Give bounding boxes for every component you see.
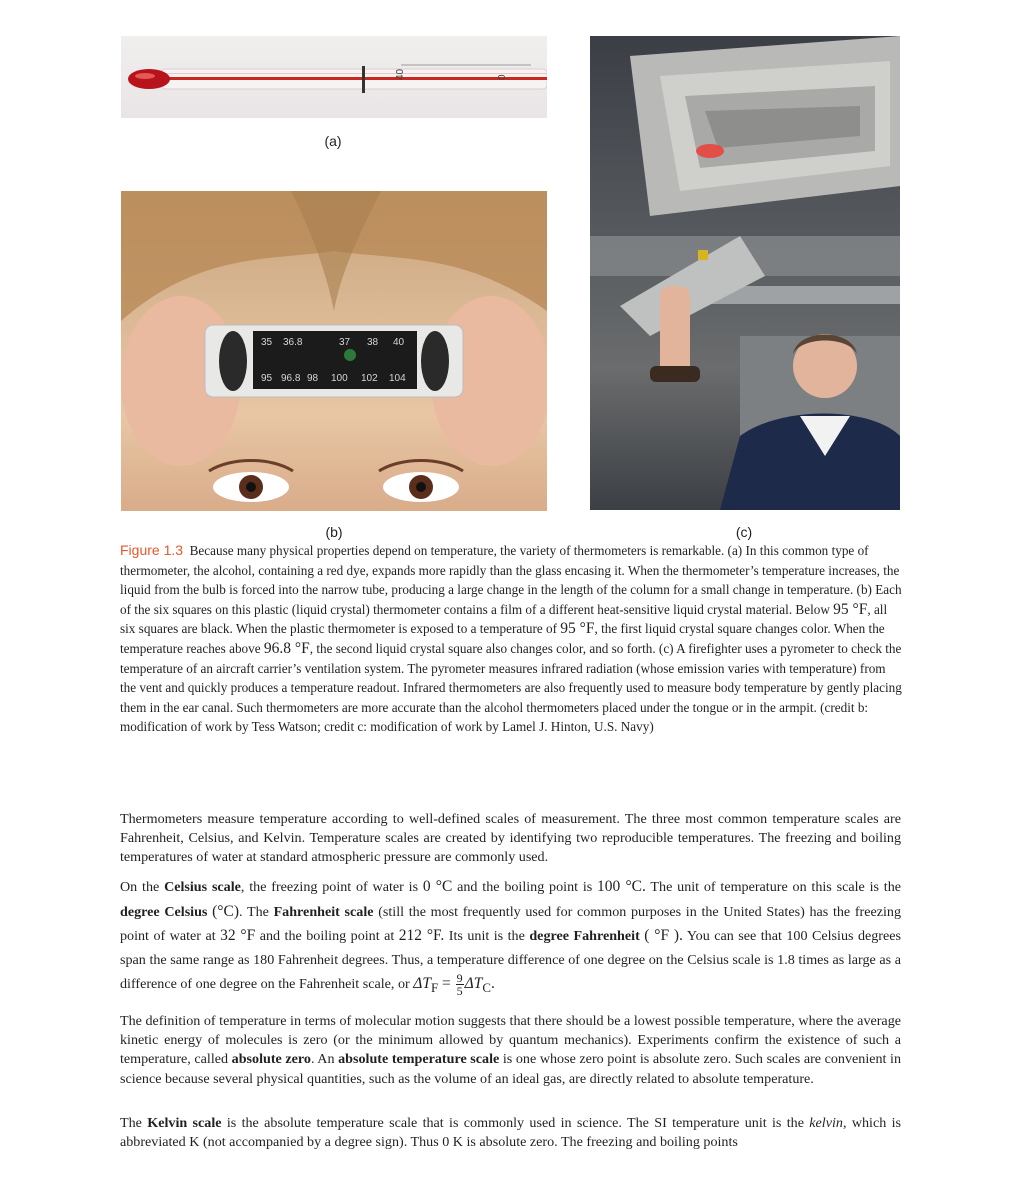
label-a: (a) <box>324 133 342 149</box>
term-fahrenheit-scale: Fahrenheit scale <box>273 903 374 920</box>
eq-part: C <box>482 980 491 996</box>
figure-caption <box>120 541 902 737</box>
photo-b-forehead-strip <box>121 191 547 511</box>
text: The unit of temperature on this scale is the <box>645 879 901 895</box>
thermometer-mark: 40 <box>395 68 406 80</box>
caption-text: , the first liquid crystal square changes color. When the temperature reaches above <box>120 621 885 656</box>
text: . The <box>239 903 274 920</box>
fraction-denominator: 5 <box>456 984 463 998</box>
label-b: (b) <box>325 524 343 540</box>
text: On the <box>120 879 165 895</box>
text: You can see that 100 Celsius degrees span the same range as 180 Fahrenheit degrees. Thus, a temperature difference of one degree on the Celsius scale is 1.8 times as large as a difference of one degree on the Fahrenheit scale, or <box>120 928 901 993</box>
eq-part: . <box>490 975 495 993</box>
strip-number: 95 <box>261 373 273 384</box>
photo-a-alcohol-thermometer <box>121 36 547 118</box>
math-boiling-f: 212 °F. <box>398 927 445 944</box>
strip-number: 100 <box>331 373 348 384</box>
strip-number: 98 <box>307 373 319 384</box>
term-degree-celsius: degree Celsius <box>120 903 208 920</box>
ventilation-scene <box>590 36 900 510</box>
equation-delta-t <box>413 971 495 998</box>
strip-number: 102 <box>361 373 378 384</box>
paragraph-celsius-fahrenheit <box>120 875 901 1000</box>
term-kelvin: kelvin <box>809 1115 843 1131</box>
label-c: (c) <box>735 524 753 540</box>
paragraph-absolute-zero <box>120 1012 901 1089</box>
caption-math: 95 °F <box>560 620 595 638</box>
strip-number: 96.8 <box>281 373 301 384</box>
text: is one whose zero point is absolute zero. Such scales are convenient in science because several physical quantities, such as the volume of an ideal gas, are directly related to absolute temperature. <box>120 1051 902 1087</box>
fraction <box>456 972 464 997</box>
term-degree-fahrenheit: degree Fahrenheit <box>529 928 640 944</box>
photo-c-firefighter-pyrometer <box>590 36 900 510</box>
strip-number: 40 <box>393 337 405 348</box>
text: , which is abbreviated K (not accompanied by a degree sign). Thus 0 K is absolute zero. The freezing and boiling points <box>120 1115 901 1151</box>
term-kelvin-scale: Kelvin scale <box>147 1115 222 1131</box>
strip-number: 35 <box>261 337 273 348</box>
caption-math: 95 °F <box>833 600 868 618</box>
forehead-scene <box>121 191 547 511</box>
caption-text: , the second liquid crystal square also changes color, and so forth. (c) A firefighter uses a pyrometer to check the temperature of an aircraft carrier’s ventilation system. The pyrometer measures infrared radiation (whose emission varies with temperature) from the vent and quickly produces a temperature readout. Infrared thermometers are also frequently used to measure body temperature by gently placing them in the ear canal. Such thermometers are more accurate than the alcohol thermometers placed under the tongue or in the armpit. (credit b: modification of work by Tess Watson; credit c: modification of work by Lamel J. Hinton, U.S. Navy) <box>120 640 902 735</box>
eq-part: ΔT <box>413 975 431 993</box>
thermometer-illustration <box>121 36 547 118</box>
math-boiling-c: 100 °C. <box>597 878 646 895</box>
text: The definition of temperature in terms of molecular motion suggests that there should be a lowest possible temperature, where the average kinetic energy of molecules is zero (or the minimum allowed by quantum mechanics). Experiments confirm the existence of such a temperature, called <box>120 1013 901 1068</box>
term-celsius-scale: Celsius scale <box>164 879 241 895</box>
caption-text: , all six squares are black. When the plastic thermometer is exposed to a temperature of <box>120 601 888 637</box>
text: and the boiling point at <box>255 928 399 944</box>
strip-number: 38 <box>367 337 379 348</box>
text: Its unit is the <box>444 928 530 944</box>
eq-part: = <box>438 975 455 993</box>
strip-number: 37 <box>339 337 351 348</box>
text: , the freezing point of water is <box>240 879 423 895</box>
caption-math: 96.8 °F <box>263 639 310 657</box>
math-unit-c: (°C) <box>212 902 239 920</box>
math-freezing-c: 0 °C <box>422 878 453 895</box>
thermometer-mark: 0 <box>497 74 508 80</box>
paragraph-kelvin-scale <box>120 1114 901 1152</box>
figure-number: Figure 1.3 <box>120 542 184 558</box>
text: and the boiling point is <box>452 879 598 895</box>
text: is the absolute temperature scale that is commonly used in science. The SI temperature unit is the <box>221 1115 810 1131</box>
strip-number: 36.8 <box>283 337 303 348</box>
text: . An <box>310 1051 339 1068</box>
term-absolute-temperature-scale: absolute temperature scale <box>338 1051 500 1068</box>
term-absolute-zero: absolute zero <box>231 1051 311 1068</box>
eq-part: ΔT <box>464 975 483 993</box>
text: The <box>120 1115 148 1131</box>
caption-text: Because many physical properties depend on temperature, the variety of thermometers is remarkable. (a) In this common type of thermometer, the alcohol, containing a red dye, expands more rapidly than the glass encasing it. When the thermometer’s temperature increases, the liquid from the bulb is forced into the narrow tube, producing a large change in the length of the column for a small change in temperature. (b) Each of the six squares on this plastic (liquid crystal) thermometer contains a film of a different heat-sensitive liquid crystal material. Below <box>120 543 902 617</box>
text: (still the most frequently used for common purposes in the United States) has the freezing point of water at <box>120 903 902 944</box>
eq-part: F <box>430 980 439 996</box>
math-unit-f: ( °F ). <box>644 927 683 944</box>
fraction-numerator: 9 <box>456 971 463 985</box>
math-freezing-f: 32 °F <box>220 927 256 944</box>
paragraph-thermometer-scales: Thermometers measure temperature according to well-defined scales of measurement. The three most common temperature scales are Fahrenheit, Celsius, and Kelvin. Temperature scales are created by identifying two reproducible temperatures. The freezing and boiling temperatures of water at standard atmospheric pressure are commonly used. <box>120 811 901 866</box>
strip-number: 104 <box>389 373 406 384</box>
